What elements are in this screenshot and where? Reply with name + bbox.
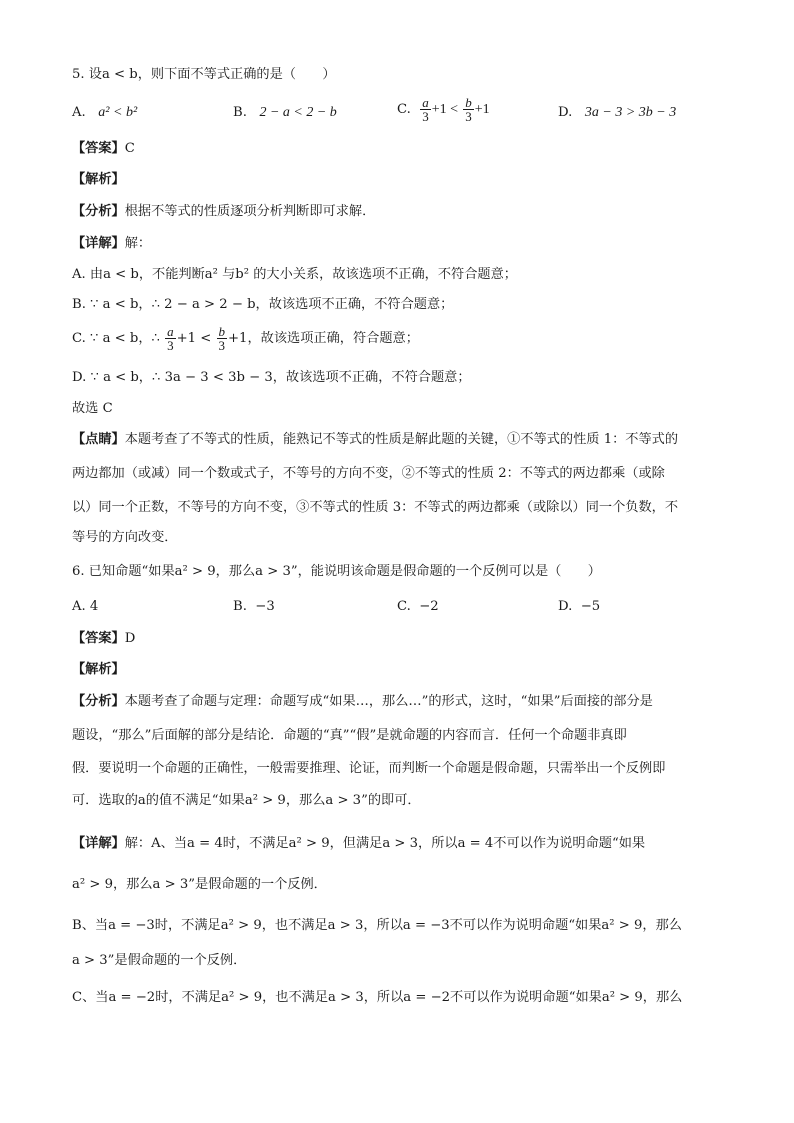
q5-option-d-text: 3a − 3 > 3b − 3 — [584, 105, 677, 120]
q5-detail-c-fraction-b: $\frac{b}{3}$ — [218, 324, 225, 353]
q6-detail-b-2: a > 3”是假命题的一个反例． — [72, 953, 247, 968]
q5-detail-b: B. ∵ a < b，∴ 2 − a > 2 − b，故该选项不正确，不符合题意； — [72, 297, 454, 312]
q6-answer — [72, 630, 135, 648]
q6-option-b-letter: B. — [233, 599, 247, 614]
q5-option-b — [233, 104, 337, 122]
q6-option-b — [233, 598, 275, 616]
q5-fenxi-tag: 【分析】 — [72, 204, 125, 219]
q5-option-c — [397, 96, 490, 123]
q5-detail-c-mid: +1 < — [176, 331, 212, 346]
q5-stem: 5. 设a < b，则下面不等式正确的是（ ） — [72, 67, 336, 82]
q6-fenxi-2: 题设，“那么”后面解的部分是结论．命题的“真”“假”是就命题的内容而言．任何一个命题非真即 — [72, 728, 627, 743]
q5-fenxi-text: 根据不等式的性质逐项分析判断即可求解． — [124, 204, 376, 219]
q5-xiangjie-tag: 【详解】 — [72, 236, 125, 251]
q5-detail-c-fraction-a: $\frac{a}{3}$ — [167, 324, 174, 353]
q6-analysis-tag: 【解析】 — [72, 662, 125, 677]
q5-dianjing-tag: 【点睛】 — [72, 432, 125, 447]
q5-detail-c-post: +1，故该选项正确，符合题意； — [228, 331, 419, 346]
q6-detail-a-text-1: 解：A、当a = 4时，不满足a² > 9，但满足a > 3，所以a = 4不可以作为说明命题“如果 — [124, 836, 646, 851]
q5-xiangjie — [72, 235, 151, 253]
q5-option-c-mid: +1 < — [431, 102, 458, 117]
q5-option-a-text: a² < b² — [98, 105, 138, 120]
q5-detail-c — [72, 325, 419, 352]
q6-fenxi-tag: 【分析】 — [72, 694, 125, 709]
q6-option-d-text: −5 — [580, 599, 601, 614]
q6-fenxi-4: 可．选取的a的值不满足“如果a² > 9，那么a > 3”的即可． — [72, 793, 421, 808]
q5-fenxi — [72, 203, 375, 221]
q6-detail-a-2: a² > 9，那么a > 3”是假命题的一个反例． — [72, 877, 327, 892]
q5-option-a-letter: A. — [72, 105, 86, 120]
q6-detail-a-1 — [72, 835, 645, 853]
q5-detail-d: D. ∵ a < b，∴ 3a − 3 < 3b − 3，故该选项不正确，不符合题意； — [72, 370, 471, 385]
q5-answer — [72, 140, 135, 158]
q6-detail-c-1: C、当a = −2时，不满足a² > 9，也不满足a > 3，所以a = −2不可以作为说明命题“如果a² > 9，那么 — [72, 990, 683, 1005]
q6-option-c-letter: C. — [397, 599, 411, 614]
q5-option-c-end: +1 — [474, 102, 490, 117]
q6-option-d — [558, 598, 600, 616]
q5-option-a — [72, 104, 137, 122]
q5-option-d — [558, 104, 676, 122]
q5-option-b-text: 2 − a < 2 − b — [259, 105, 337, 120]
q6-option-b-text: −3 — [255, 599, 275, 614]
q6-xiangjie-tag: 【详解】 — [72, 836, 125, 851]
q6-option-a-text: 4 — [89, 599, 99, 614]
q5-option-d-letter: D. — [558, 105, 573, 120]
q5-analysis-tag: 【解析】 — [72, 172, 125, 187]
q6-fenxi-text-1: 本题考查了命题与定理：命题写成“如果…，那么…”的形式，这时，“如果”后面接的部分是 — [124, 694, 653, 709]
q6-option-a-letter: A. — [72, 599, 86, 614]
q5-dianjing-3: 以）同一个正数，不等号的方向不变，③不等式的性质 3：不等式的两边都乘（或除以）同一个负数，不 — [72, 500, 679, 515]
q5-option-c-fraction-a: $\frac{a}{3}$ — [422, 95, 429, 124]
q6-stem: 6. 已知命题“如果a² > 9，那么a > 3”，能说明该命题是假命题的一个反例可以是（ ） — [72, 564, 601, 579]
q6-option-d-letter: D. — [558, 599, 573, 614]
q5-detail-a: A. 由a < b，不能判断a² 与b² 的大小关系，故该选项不正确，不符合题意； — [72, 267, 517, 282]
q6-answer-value: D — [124, 631, 136, 646]
q6-option-a — [72, 598, 98, 616]
q6-fenxi-1 — [72, 693, 653, 711]
q5-detail-c-pre: C. ∵ a < b，∴ — [72, 331, 160, 346]
q5-option-c-letter: C. — [397, 102, 411, 117]
q5-option-b-letter: B. — [233, 105, 247, 120]
q6-option-c — [397, 598, 439, 616]
q5-dianjing-2: 两边都加（或减）同一个数或式子，不等号的方向不变，②不等式的性质 2：不等式的两边都乘（或除 — [72, 466, 665, 481]
q5-dianjing-text-1: 本题考查了不等式的性质，能熟记不等式的性质是解此题的关键，①不等式的性质 1：不等式的 — [124, 432, 679, 447]
q5-dianjing-1 — [72, 431, 678, 449]
q6-option-c-text: −2 — [419, 599, 439, 614]
q6-fenxi-3: 假．要说明一个命题的正确性，一般需要推理、论证，而判断一个命题是假命题，只需举出一个反例即 — [72, 761, 666, 776]
q5-option-c-fraction-b: $\frac{b}{3}$ — [465, 95, 472, 124]
q5-choose: 故选 C — [72, 401, 113, 416]
q6-answer-tag: 【答案】 — [72, 631, 125, 646]
q6-detail-b-1: B、当a = −3时，不满足a² > 9，也不满足a > 3，所以a = −3不可以作为说明命题“如果a² > 9，那么 — [72, 918, 682, 933]
q5-answer-tag: 【答案】 — [72, 141, 125, 156]
q5-xiangjie-text: 解： — [124, 236, 152, 251]
q5-dianjing-4: 等号的方向改变． — [72, 530, 178, 545]
q5-answer-value: C — [124, 141, 135, 156]
